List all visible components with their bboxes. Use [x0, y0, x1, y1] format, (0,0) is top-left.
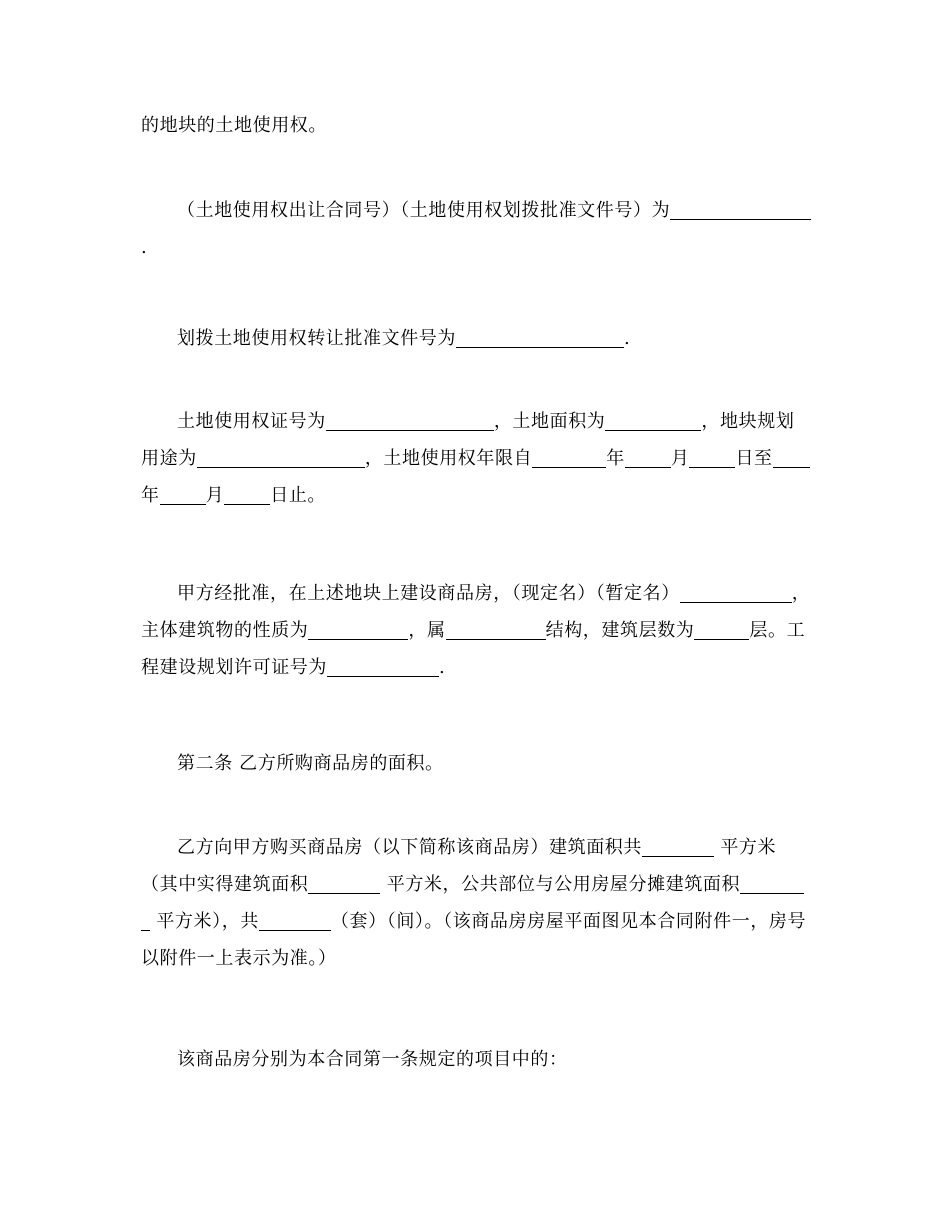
paragraph-text: 层。工程建设规划许可证号为	[141, 620, 806, 678]
fill-in-blank[interactable]	[160, 484, 206, 505]
fill-in-blank[interactable]	[308, 619, 408, 640]
paragraph-text: 划拨土地使用权转让批准文件号为	[177, 328, 456, 349]
paragraph-text: 第二条 乙方所购商品房的面积。	[177, 753, 444, 774]
fill-in-blank[interactable]	[689, 447, 735, 468]
paragraph-text: 平方米（其中实得建筑面积	[141, 837, 777, 895]
paragraph-text: 平方米），共	[150, 911, 259, 932]
paragraph-text: 年	[606, 448, 625, 469]
paragraph-text: （套）（间）。（该商品房房屋平面图见本合同附件一，房号以附件一上表示为准。）	[141, 911, 807, 969]
paragraph-transfer-approval-number	[141, 320, 813, 357]
fill-in-blank[interactable]	[197, 447, 365, 468]
paragraph-land-certificate-details	[141, 403, 813, 514]
paragraph-text: 平方米，公共部位与公用房屋分摊建筑面积	[380, 874, 741, 895]
paragraph-construction-approval	[141, 575, 813, 686]
paragraph-text: .	[624, 328, 631, 349]
fill-in-blank[interactable]	[224, 484, 270, 505]
fill-in-blank[interactable]	[446, 619, 546, 640]
paragraph-text: 日至	[735, 448, 773, 469]
fill-in-blank[interactable]	[456, 327, 624, 348]
fill-in-blank[interactable]	[680, 582, 792, 603]
paragraph-land-use-right-intro	[141, 107, 813, 144]
fill-in-blank[interactable]	[642, 836, 714, 857]
fill-in-blank[interactable]	[625, 447, 671, 468]
paragraph-text: 月	[205, 485, 225, 506]
fill-in-blank[interactable]	[308, 873, 380, 894]
fill-in-blank[interactable]	[773, 447, 810, 468]
paragraph-text: 的地块的土地使用权。	[141, 115, 327, 136]
paragraph-text: ，属	[408, 620, 446, 641]
fill-in-blank[interactable]	[670, 199, 802, 220]
paragraph-text: 年	[141, 485, 160, 506]
fill-in-blank[interactable]	[605, 410, 701, 431]
paragraph-text: 该商品房分别为本合同第一条规定的项目中的：	[177, 1049, 568, 1070]
paragraph-text: 土地使用权证号为	[177, 411, 326, 432]
paragraph-text: ，主体建筑物的性质为	[141, 583, 811, 641]
fill-in-blank[interactable]	[802, 199, 811, 220]
paragraph-text: .	[439, 657, 446, 678]
paragraph-project-units	[141, 1041, 813, 1078]
article-two-heading	[141, 745, 813, 782]
paragraph-text: 日止。	[270, 485, 327, 506]
paragraph-text: 甲方经批准，在上述地块上建设商品房，（现定名）（暂定名）	[177, 583, 680, 604]
paragraph-purchased-area	[141, 829, 813, 977]
paragraph-text: （土地使用权出让合同号）（土地使用权划拨批准文件号）为	[177, 200, 671, 221]
fill-in-blank[interactable]	[141, 910, 150, 931]
fill-in-blank[interactable]	[327, 656, 439, 677]
paragraph-text: ，土地面积为	[493, 411, 606, 432]
paragraph-text: 乙方向甲方购买商品房（以下简称该商品房）建筑面积共	[177, 837, 642, 858]
contract-page	[141, 0, 813, 1230]
paragraph-text: 月	[670, 448, 690, 469]
fill-in-blank[interactable]	[326, 410, 494, 431]
fill-in-blank[interactable]	[259, 910, 331, 931]
paragraph-text: ，地块规划用途为	[141, 411, 795, 469]
paragraph-text: 结构，建筑层数为	[545, 620, 695, 641]
fill-in-blank[interactable]	[694, 619, 749, 640]
paragraph-text: ，土地使用权年限自	[364, 448, 533, 469]
paragraph-text: .	[141, 237, 148, 258]
fill-in-blank[interactable]	[532, 447, 606, 468]
fill-in-blank[interactable]	[740, 873, 804, 894]
paragraph-land-contract-number	[141, 192, 813, 266]
